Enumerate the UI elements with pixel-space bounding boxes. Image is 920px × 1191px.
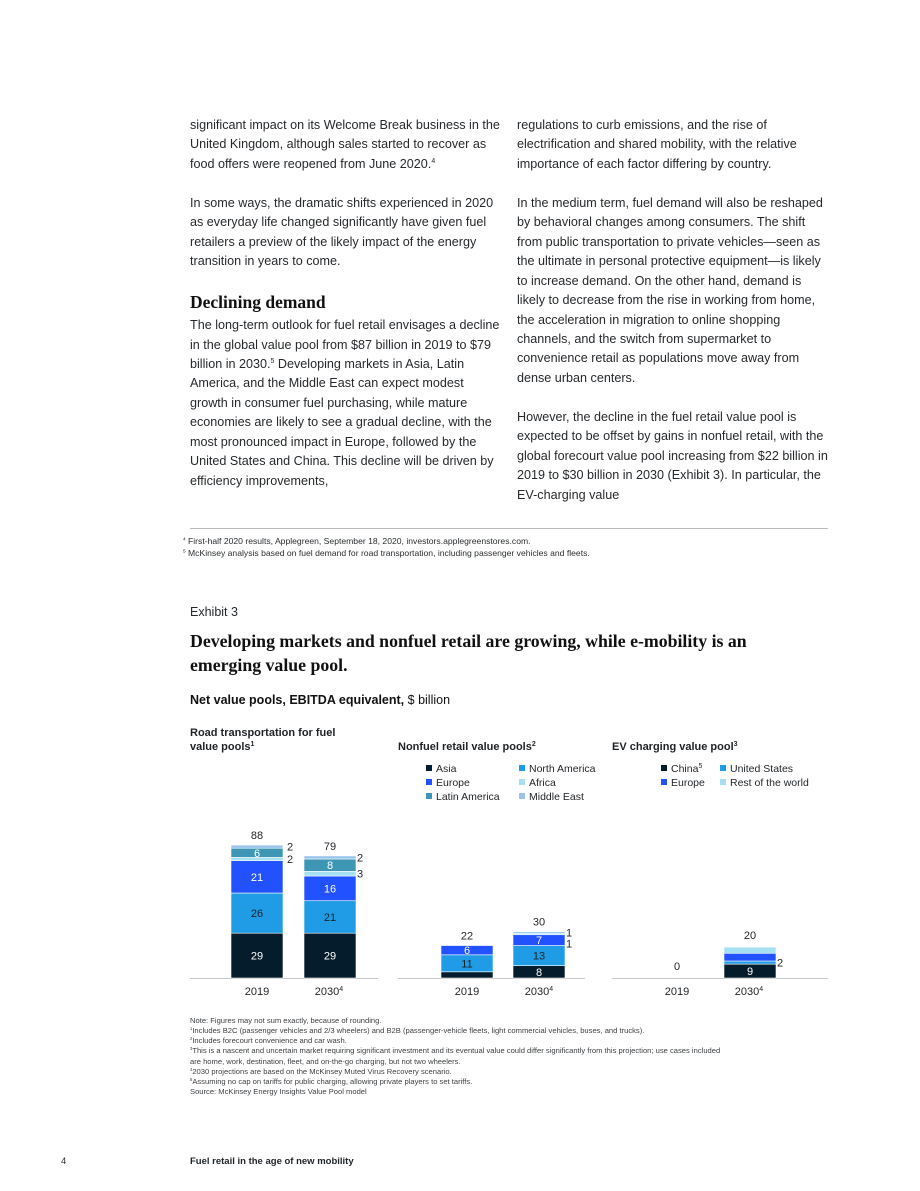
data-label: 9 (746, 966, 754, 979)
note-line: are home, work, destination, fleet, and on-the-go charging, but not two wheelers. (190, 1056, 461, 1066)
legend-label: United States (730, 763, 794, 775)
note-line: Source: McKinsey Energy Insights Value Pool model (190, 1087, 367, 1097)
data-label: 11 (461, 958, 473, 971)
total-label: 0 (673, 961, 681, 973)
data-label: 8 (535, 966, 543, 979)
legend-swatch (519, 779, 525, 785)
data-label: 21 (323, 911, 337, 924)
total-label: 22 (460, 930, 474, 943)
data-label: 1 (566, 927, 573, 940)
paragraph: significant impact on its Welcome Break business in the United Kingdom, although sales started to recover as food offers were reopened from June 2020.$^4$ (190, 118, 500, 171)
footnote-ref: 5 (270, 357, 275, 365)
legend-swatch (519, 765, 525, 771)
note-line: $^4$2030 projections are based on the McKinsey Muted Virus Recovery scenario. (190, 1066, 452, 1076)
section-heading: Declining demand (190, 292, 326, 313)
tick-label: 2030$^4$ (524, 986, 554, 998)
data-label: 6 (253, 847, 261, 860)
chart-title: Road transportation for fuel (190, 727, 336, 739)
paragraph: regulations to curb emissions, and the rise of electrification and shared mobility, with the relative importance of each factor differing by country. (517, 118, 797, 171)
footnote: $^4$ First-half 2020 results, Applegreen, September 18, 2020, investors.applegreenstores.com. (183, 536, 531, 546)
bar-segment (724, 961, 776, 964)
legend-swatch (426, 793, 432, 799)
legend-label: Latin America (436, 791, 500, 803)
data-label: 6 (463, 945, 471, 958)
exhibit-subtitle: Net value pools, EBITDA equivalent, $ billion (190, 693, 451, 707)
legend-label: Europe (671, 777, 705, 789)
running-title: Fuel retail in the age of new mobility (190, 1156, 354, 1167)
data-label: 29 (323, 950, 337, 963)
bar-segment (724, 953, 776, 961)
note-line: Note: Figures may not sum exactly, because of rounding. (190, 1016, 382, 1025)
legend-swatch (426, 765, 432, 771)
paragraph: In the medium term, fuel demand will also be reshaped by behavioral changes among consumers. The shift from public transportation to private vehicles—seen as the ultimate in personal protective equipment—is likely to increase demand. On the other hand, demand is likely to decrease from the rise in working from home, the acceleration in migration to online shopping channels, and the switch from supermarket to convenience retail as populations move away from dense urban centers. (517, 195, 823, 385)
data-label: 3 (357, 868, 364, 881)
data-label: 1 (566, 938, 573, 951)
data-label: 16 (323, 883, 337, 896)
tick-label: 2019 (244, 986, 270, 998)
paragraph: The long-term outlook for fuel retail envisages a decline in the global value pool from $87 billion in 2019 to $79 billion in 2030.$^5$ Developing markets in Asia, Latin America, and the Middle East can expect modest growth in consumer fuel purchasing, while mature economies are likely to see a gradual decline, with the most pronounced impact in Europe, followed by the United States and China. This decline will be driven by efficiency improvements, (190, 318, 500, 488)
data-label: 13 (532, 950, 546, 963)
legend-label: Middle East (529, 791, 584, 803)
bar-segment (304, 856, 356, 859)
footnote-ref: 4 (431, 157, 436, 165)
exhibit-label: Exhibit 3 (190, 605, 238, 619)
note-line: $^1$Includes B2C (passenger vehicles and 2/3 wheelers) and B2B (passenger-vehicle fleets, light commercial vehicles, buses, and trucks). (190, 1026, 645, 1036)
tick-label: 2019 (664, 986, 690, 998)
data-label: 29 (250, 950, 264, 963)
chart-title: value pools$^1$ (190, 741, 255, 753)
bar-segment (441, 972, 493, 978)
legend-swatch (519, 793, 525, 799)
tick-label: 2030$^4$ (734, 986, 764, 998)
chart-title: Nonfuel retail value pools$^2$ (398, 741, 536, 753)
legend-label: Africa (529, 777, 556, 789)
data-label: 2 (287, 841, 294, 854)
legend-swatch (720, 765, 726, 771)
data-label: 2 (357, 852, 364, 865)
note-line: $^5$Assuming no cap on tariffs for public charging, allowing private players to set tariffs. (190, 1076, 473, 1086)
total-label: 88 (250, 830, 264, 843)
legend-label: Asia (436, 763, 457, 775)
legend-label: North America (529, 763, 596, 775)
data-label: 7 (535, 935, 543, 948)
tick-label: 2030$^4$ (314, 986, 344, 998)
chart-notes (190, 1016, 720, 1097)
footnote: $^5$ McKinsey analysis based on fuel demand for road transportation, including passenger vehicles and fleets. (183, 548, 590, 558)
legend-swatch (720, 779, 726, 785)
exhibit-title: Developing markets and nonfuel retail are growing, while e-mobility is an emerging value pool. (190, 631, 747, 675)
bar-segment (724, 947, 776, 953)
total-label: 30 (532, 916, 546, 929)
note-line: $^3$This is a nascent and uncertain market requiring significant investment and its eventual value could differ significantly from this projection; use cases included (190, 1046, 721, 1056)
chart-title: EV charging value pool$^3$ (612, 741, 738, 753)
legend-swatch (426, 779, 432, 785)
total-label: 20 (743, 930, 757, 943)
page-number: 4 (61, 1156, 67, 1167)
legend-swatch (661, 765, 667, 771)
legend-label: Europe (436, 777, 470, 789)
data-label: 2 (287, 854, 294, 867)
data-label: 21 (250, 871, 264, 884)
data-label: 26 (250, 908, 264, 921)
tick-label: 2019 (454, 986, 480, 998)
data-label: 8 (326, 860, 334, 873)
legend-swatch (661, 779, 667, 785)
paragraph: In some ways, the dramatic shifts experienced in 2020 as everyday life changed significantly have given fuel retailers a preview of the likely impact of the energy transition in years to come. (190, 195, 494, 269)
paragraph: However, the decline in the fuel retail value pool is expected to be offset by gains in nonfuel retail, with the global forecourt value pool increasing from $22 billion in 2019 to $30 billion in 2030 (Exhibit 3). In particular, the EV-charging value (517, 409, 828, 502)
data-label: 2 (777, 957, 784, 970)
total-label: 79 (323, 840, 337, 853)
legend-label: China$^5$ (671, 763, 703, 775)
note-line: $^2$Includes forecourt convenience and car wash. (190, 1036, 347, 1046)
bar-segment (513, 932, 565, 934)
legend-label: Rest of the world (730, 777, 809, 789)
